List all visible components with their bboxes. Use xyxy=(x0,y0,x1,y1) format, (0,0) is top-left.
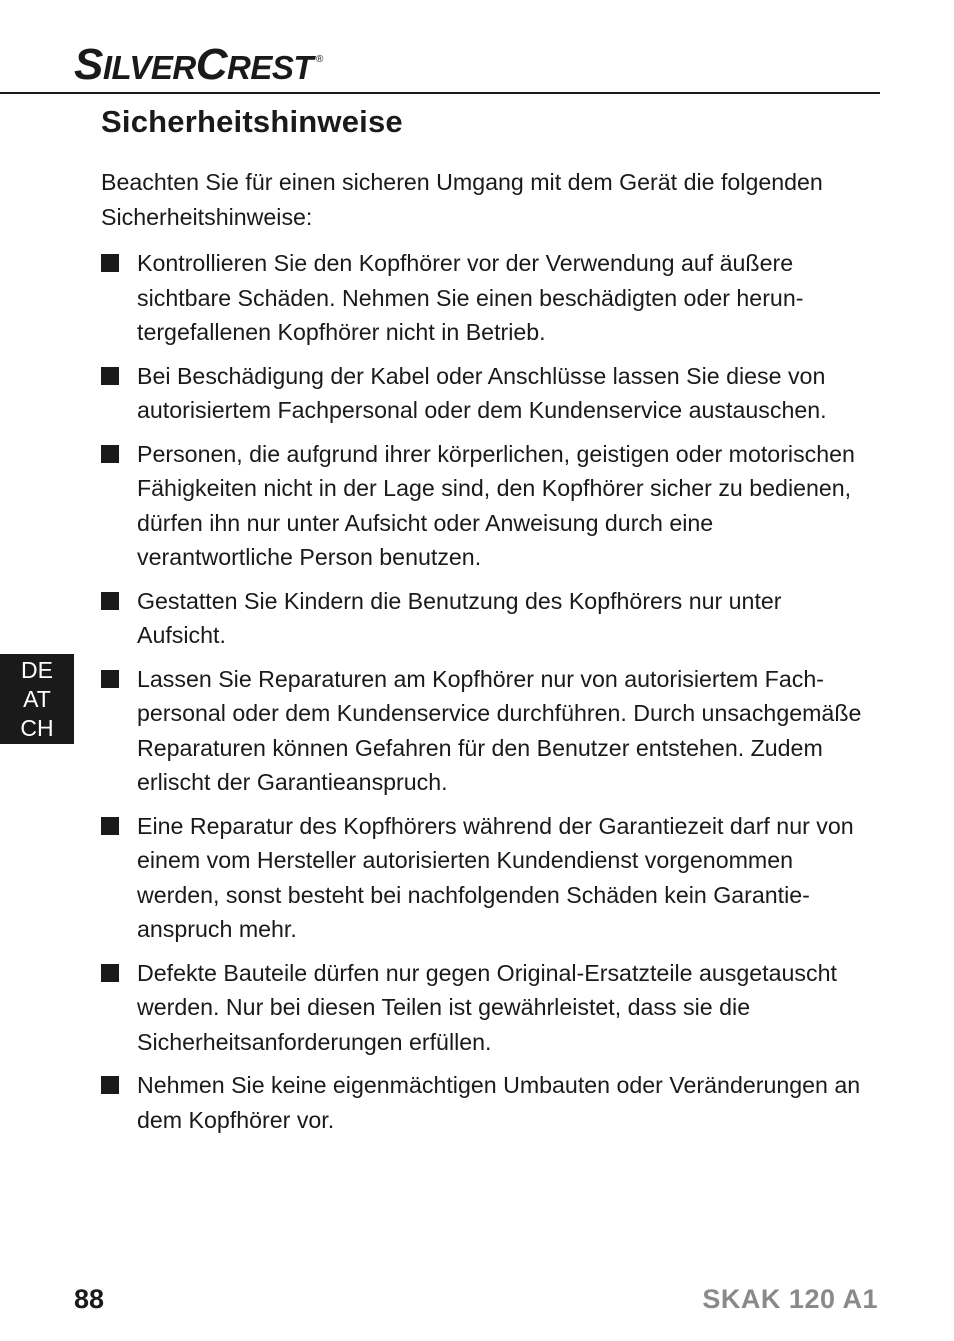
logo-letter-s: S xyxy=(74,40,103,89)
square-bullet-icon xyxy=(101,817,119,835)
list-item xyxy=(101,246,871,350)
square-bullet-icon xyxy=(101,592,119,610)
list-item xyxy=(101,437,871,575)
list-item-text: Kontrollieren Sie den Kopfhörer vor der Verwendung auf äußere sichtbare Schäden. Nehmen Sie einen beschädigten oder heruntergefallenen Kopfhörer nicht in Betrieb. xyxy=(137,250,804,345)
list-item-text: Personen, die aufgrund ihrer körperlichen, geistigen oder motorischen Fähigkeiten nicht in der Lage sind, den Kopfhörer sicher zu bedienen, dürfen ihn nur unter Aufsicht oder Anweisung durch eine verantwortliche Person benutzen. xyxy=(137,440,855,570)
safety-list xyxy=(101,246,871,1146)
square-bullet-icon xyxy=(101,367,119,385)
list-item xyxy=(101,809,871,947)
section-title: Sicherheitshinweise xyxy=(101,104,403,139)
language-code-ch: CH xyxy=(20,714,54,741)
language-tab xyxy=(0,654,74,744)
language-code-de: DE xyxy=(21,656,53,683)
list-item-text: Eine Reparatur des Kopfhörers während der Garantiezeit darf nur von einem vom Hersteller autorisierten Kundendienst vorgenommen werden, sonst besteht bei nachfolgenden Schäden kein Garantieanspruch mehr. xyxy=(137,812,854,942)
list-item-text: Defekte Bauteile dürfen nur gegen Original-Ersatzteile ausgetauscht werden. Nur bei diesen Teilen ist gewährleistet, dass sie die Sicherheitsanforderungen erfüllen. xyxy=(137,959,837,1055)
language-code-at: AT xyxy=(23,685,51,712)
intro-paragraph: Beachten Sie für einen sicheren Umgang mit dem Gerät die folgenden Sicherheitshinweise: xyxy=(101,169,823,230)
header-divider xyxy=(0,92,880,94)
list-item xyxy=(101,359,871,428)
brand-logo xyxy=(74,40,323,90)
square-bullet-icon xyxy=(101,254,119,272)
logo-letters-ilver: ILVER xyxy=(102,49,196,86)
list-item xyxy=(101,1068,871,1137)
square-bullet-icon xyxy=(101,1076,119,1094)
square-bullet-icon xyxy=(101,445,119,463)
list-item-text: Gestatten Sie Kindern die Benutzung des Kopfhörers nur unter Aufsicht. xyxy=(137,587,782,648)
model-name: SKAK 120 A1 xyxy=(702,1284,878,1314)
page-number: 88 xyxy=(74,1284,105,1314)
registered-mark: ® xyxy=(316,54,323,65)
list-item xyxy=(101,662,871,800)
logo-letters-rest: REST xyxy=(227,49,314,86)
square-bullet-icon xyxy=(101,670,119,688)
list-item-text: Bei Beschädigung der Kabel oder Anschlüsse lassen Sie diese von autorisiertem Fachpersonal oder dem Kundenservice austauschen. xyxy=(137,362,827,423)
list-item-text: Nehmen Sie keine eigenmächtigen Umbauten oder Veränderungen an dem Kopfhörer vor. xyxy=(137,1072,861,1133)
list-item-text: Lassen Sie Reparaturen am Kopfhörer nur von autorisiertem Fachpersonal oder dem Kundenservice durchführen. Durch unsachgemäße Reparaturen können Gefahren für den Benutzer entstehen. Zudem erlischt der Garantieanspruch. xyxy=(137,665,862,795)
list-item xyxy=(101,584,871,653)
list-item xyxy=(101,956,871,1060)
square-bullet-icon xyxy=(101,964,119,982)
logo-letter-c: C xyxy=(195,40,227,89)
